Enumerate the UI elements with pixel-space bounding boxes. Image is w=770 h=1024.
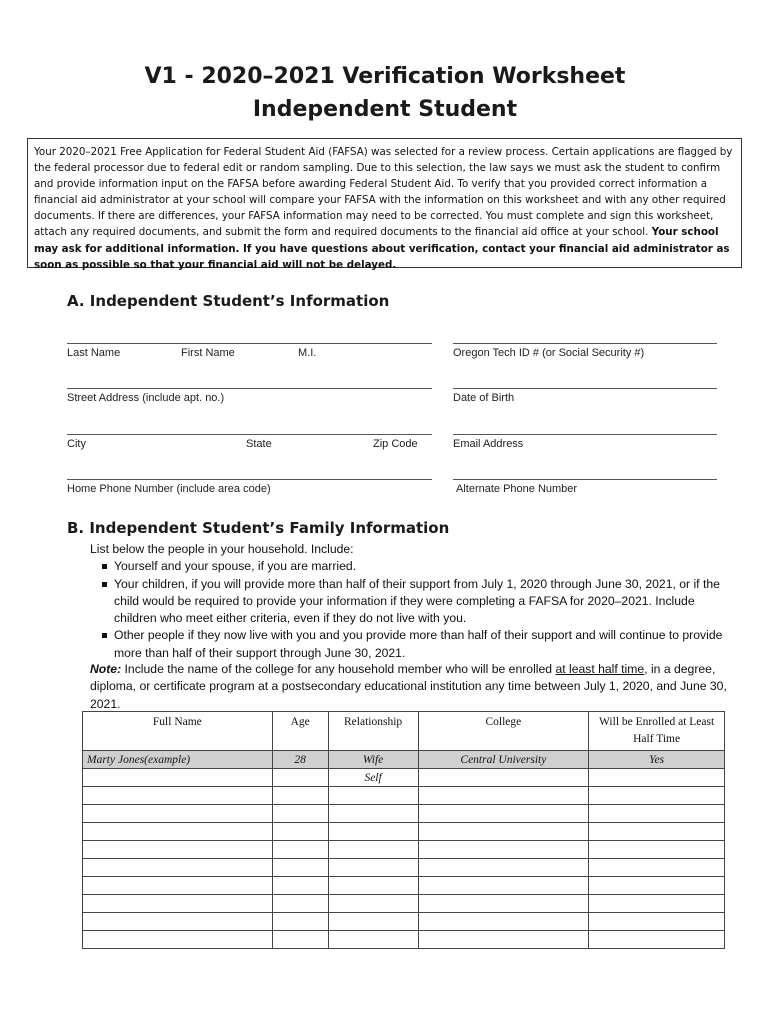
table-row (83, 877, 725, 895)
cell-relationship[interactable] (328, 823, 418, 841)
cell-name[interactable] (83, 913, 273, 931)
table-row (83, 787, 725, 805)
cell-enrolled[interactable] (589, 841, 725, 859)
cell-college[interactable] (418, 877, 589, 895)
table-row (83, 805, 725, 823)
household-intro: List below the people in your household. Include: (90, 542, 354, 556)
cell-enrolled[interactable] (589, 787, 725, 805)
cell-age[interactable] (272, 787, 328, 805)
student-id-field-line[interactable] (453, 343, 717, 344)
cell-college[interactable] (418, 841, 589, 859)
zip-label: Zip Code (373, 438, 418, 450)
household-table (82, 711, 725, 949)
table-row (83, 769, 725, 787)
cell-age[interactable] (272, 913, 328, 931)
col-relationship: Relationship (328, 712, 418, 751)
city-label: City (67, 438, 86, 450)
square-bullet-icon (102, 582, 107, 587)
section-b-heading: B. Independent Student’s Family Information (67, 519, 450, 537)
col-enrolled: Will be Enrolled at Least Half Time (589, 712, 725, 751)
cell-college[interactable] (418, 823, 589, 841)
home-phone-field-line[interactable] (67, 479, 432, 480)
table-row-example (83, 751, 725, 769)
cell-relationship[interactable] (328, 805, 418, 823)
email-label: Email Address (453, 438, 524, 450)
street-label: Street Address (include apt. no.) (67, 392, 225, 404)
cell-enrolled[interactable] (589, 913, 725, 931)
col-full-name: Full Name (83, 712, 273, 751)
cell-relationship[interactable]: Self (328, 769, 418, 787)
mi-label: M.I. (298, 347, 317, 359)
bullet-item: Yourself and your spouse, if you are married. (90, 558, 740, 575)
table-row (83, 859, 725, 877)
cell-name[interactable] (83, 787, 273, 805)
college-note: Note: Include the name of the college for any household member who will be enrolled at least half time, in a degree, diploma, or certificate program at a postsecondary educational institution any time between July 1, 2020, and June 30, 2021. (90, 662, 727, 711)
cell-name[interactable] (83, 877, 273, 895)
table-row (83, 913, 725, 931)
bullet-item: Other people if they now live with you and you provide more than half of their support and will continue to provide more than half of their support through June 30, 2021. (90, 627, 740, 662)
cell-name[interactable] (83, 823, 273, 841)
street-field-line[interactable] (67, 388, 432, 389)
cell-enrolled[interactable] (589, 805, 725, 823)
cell-enrolled[interactable] (589, 931, 725, 949)
cell-enrolled[interactable] (589, 769, 725, 787)
cell-name[interactable] (83, 895, 273, 913)
cell-relationship[interactable] (328, 877, 418, 895)
intro-bold-text: Your school may ask for additional information. If you have questions about verification, contact your financial aid administrator as soon as possible so that your financial aid will not be delayed. (34, 226, 730, 271)
alt-phone-label: Alternate Phone Number (456, 483, 578, 495)
state-label: State (246, 438, 272, 450)
intro-text: Your 2020–2021 Free Application for Federal Student Aid (FAFSA) was selected for a review process. Certain applications are flagged by the federal processor due to federal edit or random sampling. Due to this selection, the law says we must ask the student to confirm and provide information input on the FAFSA before awarding Federal Student Aid. To verify that you provided correct information a financial aid administrator at your school will compare your FAFSA with the information on this worksheet and with any other required documents. If there are differences, your FAFSA information may need to be corrected. You must complete and sign this worksheet, attach any required documents, and submit the form and required documents to the financial aid office at your school. (34, 146, 733, 239)
email-field-line[interactable] (453, 434, 717, 435)
col-age: Age (272, 712, 328, 751)
cell-name[interactable] (83, 841, 273, 859)
cell-age[interactable] (272, 769, 328, 787)
cell-name[interactable] (83, 931, 273, 949)
col-college: College (418, 712, 589, 751)
square-bullet-icon (102, 564, 107, 569)
cell-age[interactable] (272, 805, 328, 823)
table-row (83, 895, 725, 913)
cell-age[interactable] (272, 859, 328, 877)
bullet-item: Your children, if you will provide more than half of their support from July 1, 2020 through June 30, 2021, or if the child would be required to provide your information if they were completing a FAFSA for 2020–2021. Include children who meet either criteria, even if they do not live with you. (90, 576, 740, 628)
first-name-label: First Name (181, 347, 235, 359)
worksheet-title: V1 - 2020–2021 Verification Worksheet (144, 64, 626, 89)
cell-name: Marty Jones(example) (83, 751, 273, 769)
cell-college[interactable] (418, 859, 589, 877)
table-header-row (83, 712, 725, 751)
cell-college: Central University (418, 751, 589, 769)
city-field-line[interactable] (67, 434, 432, 435)
last-name-label: Last Name (67, 347, 121, 359)
cell-college[interactable] (418, 931, 589, 949)
dob-label: Date of Birth (453, 392, 515, 404)
cell-relationship[interactable] (328, 841, 418, 859)
intro-box (27, 138, 742, 271)
student-id-label: Oregon Tech ID # (or Social Security #) (453, 347, 645, 359)
household-instructions (90, 541, 740, 662)
cell-enrolled: Yes (589, 751, 725, 769)
cell-college[interactable] (418, 805, 589, 823)
cell-relationship[interactable] (328, 913, 418, 931)
cell-relationship[interactable] (328, 931, 418, 949)
table-row (83, 931, 725, 949)
cell-relationship[interactable] (328, 787, 418, 805)
cell-college[interactable] (418, 913, 589, 931)
cell-enrolled[interactable] (589, 895, 725, 913)
cell-college[interactable] (418, 787, 589, 805)
cell-name[interactable] (83, 769, 273, 787)
table-row (83, 823, 725, 841)
note-label: Note: (90, 662, 122, 676)
cell-enrolled[interactable] (589, 823, 725, 841)
cell-enrolled[interactable] (589, 859, 725, 877)
cell-relationship: Wife (328, 751, 418, 769)
cell-age[interactable] (272, 931, 328, 949)
cell-age[interactable] (272, 823, 328, 841)
cell-name[interactable] (83, 805, 273, 823)
cell-relationship[interactable] (328, 895, 418, 913)
cell-college[interactable] (418, 769, 589, 787)
cell-age: 28 (272, 751, 328, 769)
name-field-line[interactable] (67, 343, 432, 344)
square-bullet-icon (102, 633, 107, 638)
alt-phone-field-line[interactable] (453, 479, 717, 480)
home-phone-label: Home Phone Number (include area code) (67, 483, 271, 495)
table-row (83, 841, 725, 859)
worksheet-subtitle: Independent Student (252, 97, 518, 122)
cell-relationship[interactable] (328, 859, 418, 877)
dob-field-line[interactable] (453, 388, 717, 389)
cell-age[interactable] (272, 841, 328, 859)
cell-name[interactable] (83, 859, 273, 877)
cell-age[interactable] (272, 895, 328, 913)
cell-age[interactable] (272, 877, 328, 895)
cell-college[interactable] (418, 895, 589, 913)
section-a-heading: A. Independent Student’s Information (67, 292, 390, 310)
cell-enrolled[interactable] (589, 877, 725, 895)
